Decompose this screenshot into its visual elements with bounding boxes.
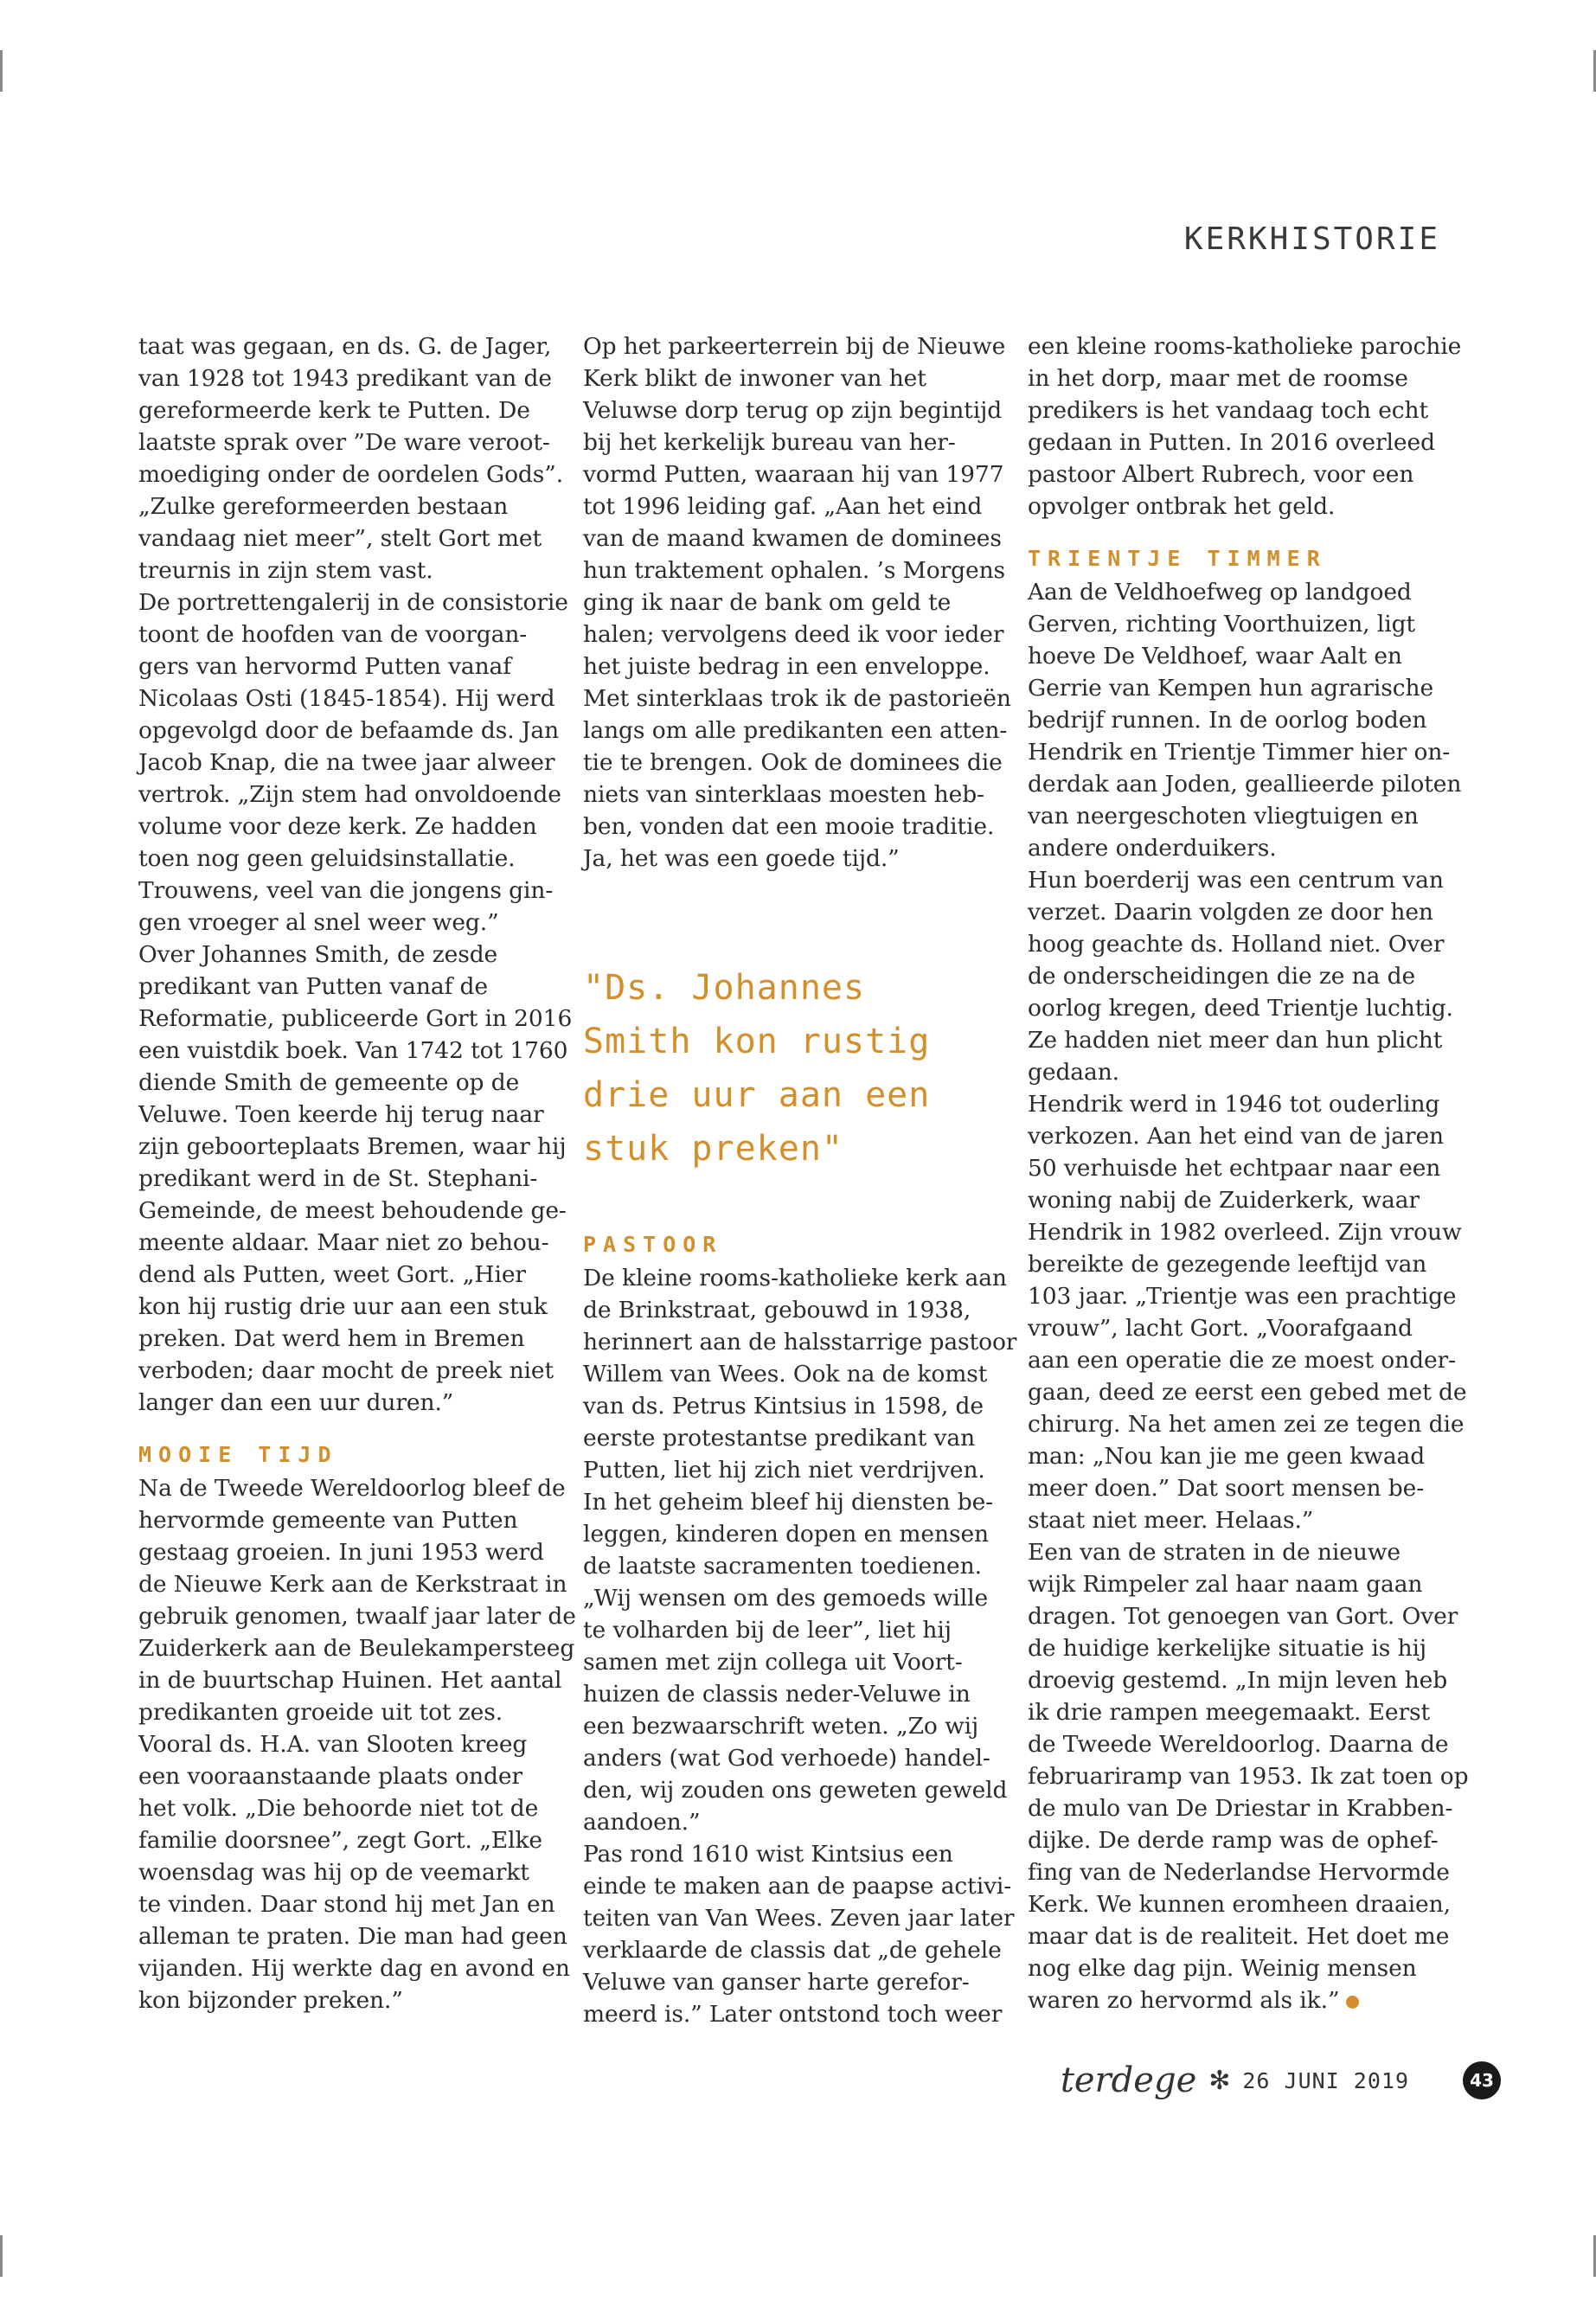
paragraph (1028, 864, 1453, 1088)
text-line: te volharden bij de leer”, liet hij (583, 1617, 952, 1644)
text-line: ging ik naar de bank om geld te (583, 589, 952, 616)
text-line: oorlog kregen, deed Trientje luchtig. (1028, 995, 1453, 1022)
text-line: dend als Putten, weet Gort. „Hier (138, 1261, 526, 1288)
text-line: dragen. Tot genoegen van Gort. Over (1028, 1603, 1458, 1630)
quote-line: drie uur aan een (583, 1075, 931, 1115)
text-line: herinnert aan de halsstarrige pastoor (583, 1329, 1017, 1356)
text-line: hoog geachte ds. Holland niet. Over (1028, 931, 1445, 958)
text-line: gereformeerde kerk te Putten. De (138, 397, 530, 424)
text-line: tie te brengen. Ook de dominees die (583, 749, 1003, 776)
text-line: de laatste sacramenten toedienen. (583, 1553, 982, 1580)
text-line: Nicolaas Osti (1845-1854). Hij werd (138, 685, 555, 712)
text-line: predikant werd in de St. Stephani- (138, 1165, 538, 1192)
text-line: gedaan in Putten. In 2016 overleed (1028, 429, 1435, 456)
text-line: verboden; daar mocht de preek niet (138, 1357, 554, 1384)
text-line: moediging onder de oordelen Gods”. (138, 461, 564, 488)
text-line: In het geheim bleef hij diensten be- (583, 1489, 994, 1516)
text-line: Veluwse dorp terug op zijn begintijd (583, 397, 1003, 424)
text-line: Ze hadden niet meer dan hun plicht (1028, 1027, 1443, 1054)
text-line: Gerrie van Kempen hun agrarische (1028, 675, 1434, 702)
text-line: ben, vonden dat een mooie traditie. (583, 813, 995, 840)
text-line: droevig gestemd. „In mijn leven heb (1028, 1667, 1448, 1694)
text-line: Kerk blikt de inwoner van het (583, 365, 926, 392)
text-line: Op het parkeerterrein bij de Nieuwe (583, 333, 1006, 360)
subheading-trientje-timmer: TRIENTJE TIMMER (1028, 546, 1327, 571)
text-line: derdak aan Joden, geallieerde piloten (1028, 771, 1462, 798)
text-line: Veluwe. Toen keerde hij terug naar (138, 1101, 544, 1128)
text-line: alleman te praten. Die man had geen (138, 1923, 567, 1950)
text-line: Over Johannes Smith, de zesde (138, 941, 498, 968)
text-line: Trouwens, veel van die jongens gin- (138, 877, 554, 904)
text-line: een kleine rooms-katholieke parochie (1028, 333, 1462, 360)
text-line: huizen de classis neder-Veluwe in (583, 1681, 971, 1708)
text-line: ik drie rampen meegemaakt. Eerst (1028, 1699, 1431, 1726)
issue-date: 26 JUNI 2019 (1242, 2067, 1409, 2093)
text-line: te vinden. Daar stond hij met Jan en (138, 1891, 555, 1918)
paragraph (138, 939, 573, 1419)
text-line: meente aldaar. Maar niet zo behou- (138, 1229, 549, 1256)
text-line: vertrok. „Zijn stem had onvoldoende (138, 781, 561, 808)
text-line: gen vroeger al snel weer weg.” (138, 909, 499, 936)
text-line: staat niet meer. Helaas.” (1028, 1507, 1314, 1534)
text-line: nog elke dag pijn. Weinig mensen (1028, 1955, 1417, 1982)
text-line: diende Smith de gemeente op de (138, 1069, 520, 1096)
text-line: vormd Putten, waaraan hij van 1977 (583, 461, 1004, 488)
text-line: samen met zijn collega uit Voort- (583, 1649, 963, 1676)
paragraph (138, 1472, 576, 2016)
text-line: verklaarde de classis dat „de gehele (583, 1937, 1002, 1964)
text-line: Aan de Veldhoefweg op landgoed (1028, 579, 1412, 606)
text-line: in de buurtschap Huinen. Het aantal (138, 1667, 562, 1694)
page-footer (1061, 2061, 1501, 2100)
text-line: woning nabij de Zuiderkerk, waar (1028, 1187, 1420, 1214)
text-line: meerd is.” Later ontstond toch weer (583, 2001, 1003, 2028)
text-line: zijn geboorteplaats Bremen, waar hij (138, 1133, 567, 1160)
text-line: Reformatie, publiceerde Gort in 2016 (138, 1005, 573, 1032)
text-line: Na de Tweede Wereldoorlog bleef de (138, 1475, 566, 1502)
text-line: Gemeinde, de meest behoudende ge- (138, 1197, 567, 1224)
asterisk-icon: ✻ (1208, 2065, 1231, 2096)
text-line: Gerven, richting Voorthuizen, ligt (1028, 611, 1415, 638)
column-1 (138, 330, 576, 2016)
text-line: woensdag was hij op de veemarkt (138, 1859, 529, 1886)
text-line: Veluwe van ganser harte gerefor- (583, 1969, 970, 1996)
text-line: bij het kerkelijk bureau van her- (583, 429, 956, 456)
text-line: halen; vervolgens deed ik voor ieder (583, 621, 1004, 648)
text-line: de Brinkstraat, gebouwd in 1938, (583, 1297, 971, 1324)
text-line: hervormde gemeente van Putten (138, 1507, 518, 1534)
text-line: Ja, het was een goede tijd.” (583, 845, 900, 872)
text-line: verzet. Daarin volgden ze door hen (1028, 899, 1433, 926)
text-line: wijk Rimpeler zal haar naam gaan (1028, 1571, 1423, 1598)
text-line: langs om alle predikanten een atten- (583, 717, 1008, 744)
text-line: een vuistdik boek. Van 1742 tot 1760 (138, 1037, 568, 1064)
text-line: gaan, deed ze eerst een gebed met de (1028, 1379, 1467, 1406)
text-line: treurnis in zijn stem vast. (138, 557, 433, 584)
paragraph (1028, 1536, 1469, 2016)
text-line: aandoen.” (583, 1809, 701, 1836)
text-line: van 1928 tot 1943 predikant van de (138, 365, 552, 392)
text-line: Willem van Wees. Ook na de komst (583, 1361, 988, 1388)
text-line: de onderscheidingen die ze na de (1028, 963, 1416, 990)
text-line: langer dan een uur duren.” (138, 1389, 454, 1416)
text-line: waren zo hervormd als ik.” (1028, 1984, 1443, 2016)
quote-line: stuk preken" (583, 1129, 843, 1169)
text-line: een vooraanstaande plaats onder (138, 1763, 522, 1790)
text-line: hoeve De Veldhoef, waar Aalt en (1028, 643, 1402, 670)
subheading-mooie-tijd: MOOIE TIJD (138, 1442, 338, 1467)
quote-line: "Ds. Johannes (583, 968, 866, 1008)
text-line: 50 verhuisde het echtpaar naar een (1028, 1155, 1441, 1182)
text-line: vandaag niet meer”, stelt Gort met (138, 525, 542, 552)
text-line: een bezwaarschrift weten. „Zo wij (583, 1713, 979, 1740)
text-line: „Zulke gereformeerden bestaan (138, 493, 509, 520)
subheading-pastoor: PASTOOR (583, 1232, 723, 1257)
text-line: Pas rond 1610 wist Kintsius een (583, 1841, 953, 1868)
text-line: opvolger ontbrak het geld. (1028, 493, 1336, 520)
pull-quote (583, 961, 998, 1176)
text-line: Een van de straten in de nieuwe (1028, 1539, 1401, 1566)
text-line: Hendrik en Trientje Timmer hier on- (1028, 739, 1451, 766)
text-line: Putten, liet hij zich niet verdrijven. (583, 1457, 985, 1484)
text-line: het volk. „Die behoorde niet tot de (138, 1795, 539, 1822)
crop-mark (0, 50, 3, 92)
text-line: gebruik genomen, twaalf jaar later de (138, 1603, 576, 1630)
text-line: gedaan. (1028, 1059, 1119, 1086)
text-line: „Wij wensen om des gemoeds wille (583, 1585, 989, 1612)
text-line: aan een operatie die ze moest onder- (1028, 1347, 1456, 1374)
paragraph (1028, 330, 1462, 522)
text-line: de mulo van De Driestar in Krabben- (1028, 1795, 1453, 1822)
text-line: teiten van Van Wees. Zeven jaar later (583, 1905, 1015, 1932)
paragraph (583, 1838, 1015, 2030)
text-line: volume voor deze kerk. Ze hadden (138, 813, 537, 840)
magazine-logo: terdege (1060, 2061, 1197, 2100)
page-number: 43 (1463, 2061, 1501, 2099)
text-line: van ds. Petrus Kintsius in 1598, de (583, 1393, 984, 1420)
text-line: vrouw”, lacht Gort. „Voorafgaand (1028, 1315, 1413, 1342)
text-line: familie doorsnee”, zegt Gort. „Elke (138, 1827, 542, 1854)
end-dot-icon (1346, 1996, 1359, 2009)
text-line: preken. Dat werd hem in Bremen (138, 1325, 525, 1352)
text-line: 103 jaar. „Trientje was een prachtige (1028, 1283, 1457, 1310)
text-line: het juiste bedrag in een enveloppe. (583, 653, 990, 680)
text-line: leggen, kinderen dopen en mensen (583, 1521, 990, 1548)
text-line: vijanden. Hij werkte dag en avond en (138, 1955, 570, 1982)
paragraph (583, 1262, 1017, 1838)
section-label: KERKHISTORIE (1183, 221, 1440, 257)
crop-mark (0, 2235, 3, 2277)
paragraph (138, 586, 568, 939)
text-line: eerste protestantse predikant van (583, 1425, 976, 1452)
text-line: einde te maken aan de paapse activi- (583, 1873, 1012, 1900)
text-line: predikanten groeide uit tot zes. (138, 1699, 503, 1726)
text-line: andere onderduikers. (1028, 835, 1277, 862)
text-line: Zuiderkerk aan de Beulekampersteeg (138, 1635, 575, 1662)
text-line: de Tweede Wereldoorlog. Daarna de (1028, 1731, 1449, 1758)
text-line: kon bijzonder preken.” (138, 1987, 403, 2014)
text-line: Hun boerderij was een centrum van (1028, 867, 1444, 894)
text-line: toen nog geen geluidsinstallatie. (138, 845, 516, 872)
text-line: kon hij rustig drie uur aan een stuk (138, 1293, 548, 1320)
text-line: gestaag groeien. In juni 1953 werd (138, 1539, 544, 1566)
quote-line: Smith kon rustig (583, 1022, 931, 1061)
text-line: predikant van Putten vanaf de (138, 973, 488, 1000)
text-line: Kerk. We kunnen eromheen draaien, (1028, 1891, 1451, 1918)
text-line: in het dorp, maar met de roomse (1028, 365, 1408, 392)
text-line: laatste sprak over ”De ware veroot- (138, 429, 550, 456)
text-line: Jacob Knap, die na twee jaar alweer (138, 749, 555, 776)
text-line: februariramp van 1953. Ik zat toen op (1028, 1763, 1469, 1790)
text-line: toont de hoofden van de voorgan- (138, 621, 528, 648)
text-line: man: „Nou kan jie me geen kwaad (1028, 1443, 1426, 1470)
text-line: dijke. De derde ramp was de ophef- (1028, 1827, 1439, 1854)
text-line: van neergeschoten vliegtuigen en (1028, 803, 1419, 830)
text-line: Hendrik in 1982 overleed. Zijn vrouw (1028, 1219, 1462, 1246)
text-line: Vooral ds. H.A. van Slooten kreeg (138, 1731, 528, 1758)
text-line: De kleine rooms-katholieke kerk aan (583, 1265, 1007, 1292)
paragraph (1028, 576, 1462, 864)
paragraph (138, 330, 564, 586)
text-line: bedrijf runnen. In de oorlog boden (1028, 707, 1427, 734)
text-line: pastoor Albert Rubrech, voor een (1028, 461, 1414, 488)
text-line: den, wij zouden ons geweten geweld (583, 1777, 1008, 1804)
text-line: anders (wat God verhoede) handel- (583, 1745, 990, 1772)
paragraph (1028, 1088, 1467, 1536)
text-line: van de maand kwamen de dominees (583, 525, 1002, 552)
text-line: Met sinterklaas trok ik de pastorieën (583, 685, 1011, 712)
paragraph (583, 330, 1011, 875)
text-line: predikers is het vandaag toch echt (1028, 397, 1429, 424)
text-line: de huidige kerkelijke situatie is hij (1028, 1635, 1427, 1662)
text-line: maar dat is de realiteit. Het doet me (1028, 1923, 1450, 1950)
text-line: opgevolgd door de befaamde ds. Jan (138, 717, 560, 744)
text-line: hun traktement ophalen. ’s Morgens (583, 557, 1006, 584)
column-2 (583, 330, 1017, 2030)
text-line: Hendrik werd in 1946 tot ouderling (1028, 1091, 1440, 1118)
text-line: gers van hervormd Putten vanaf (138, 653, 511, 680)
text-line: taat was gegaan, en ds. G. de Jager, (138, 333, 552, 360)
column-3 (1028, 330, 1469, 2016)
text-line: tot 1996 leiding gaf. „Aan het eind (583, 493, 983, 520)
text-line: niets van sinterklaas moesten heb- (583, 781, 984, 808)
text-line: de Nieuwe Kerk aan de Kerkstraat in (138, 1571, 567, 1598)
text-line: fing van de Nederlandse Hervormde (1028, 1859, 1450, 1886)
text-line: bereikte de gezegende leeftijd van (1028, 1251, 1427, 1278)
text-line: verkozen. Aan het eind van de jaren (1028, 1123, 1445, 1150)
text-line: De portrettengalerij in de consistorie (138, 589, 568, 616)
text-line: chirurg. Na het amen zei ze tegen die (1028, 1411, 1465, 1438)
text-line: meer doen.” Dat soort mensen be- (1028, 1475, 1425, 1502)
